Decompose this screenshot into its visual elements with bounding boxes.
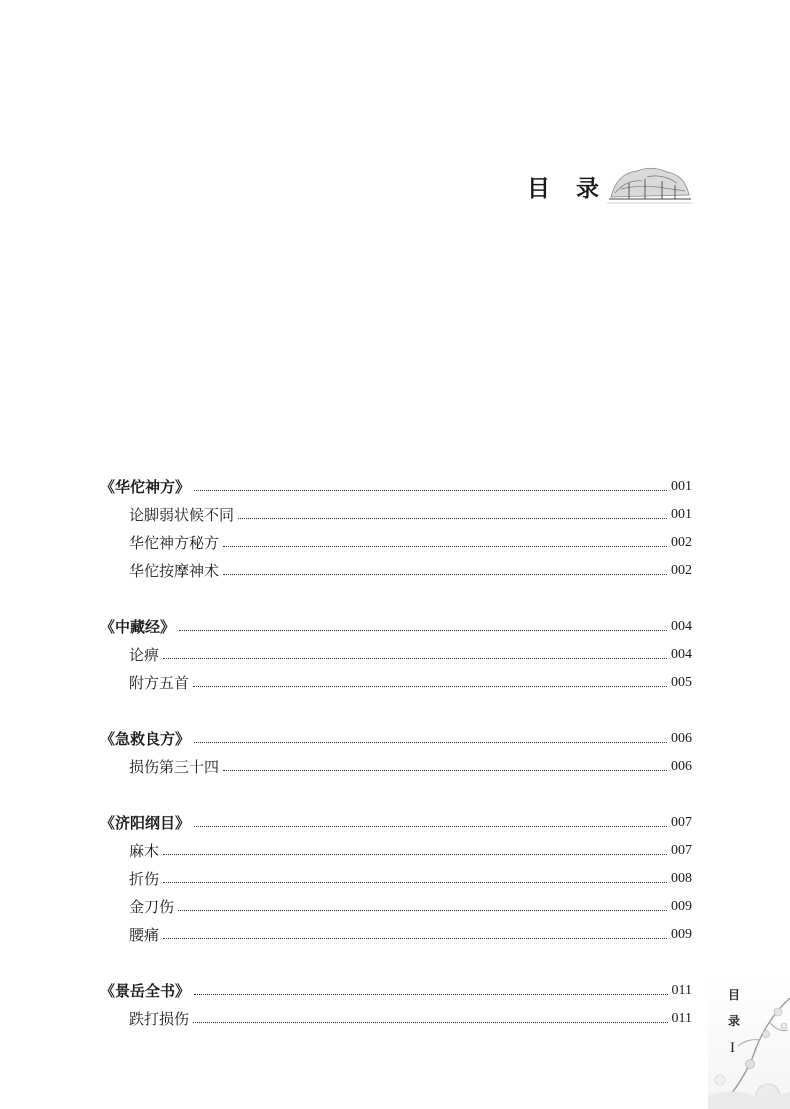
leader-dots — [194, 994, 668, 995]
toc-entry[interactable] — [100, 1002, 692, 1030]
title-char-2: 录 — [576, 176, 599, 202]
table-of-contents — [100, 470, 692, 1058]
toc-page-number: 004 — [671, 647, 692, 662]
toc-entry[interactable] — [100, 498, 692, 526]
toc-book-title: 《急救良方》 — [100, 730, 191, 748]
toc-page-number: 004 — [671, 619, 692, 634]
toc-book-title: 《中藏经》 — [100, 618, 176, 636]
toc-entry[interactable] — [100, 862, 692, 890]
toc-entry[interactable] — [100, 638, 692, 666]
leader-dots — [223, 574, 667, 575]
leader-dots — [163, 658, 667, 659]
leader-dots — [194, 742, 667, 743]
toc-entry-book[interactable] — [100, 722, 692, 750]
toc-page-number: 008 — [671, 871, 692, 886]
toc-entry[interactable] — [100, 526, 692, 554]
toc-page-number: 002 — [671, 535, 692, 550]
toc-entry-book[interactable] — [100, 470, 692, 498]
toc-page-number: 001 — [671, 479, 692, 494]
toc-page-number: 002 — [671, 563, 692, 578]
leader-dots — [223, 770, 667, 771]
leader-dots — [178, 910, 667, 911]
toc-group-jingyuequanshu — [100, 974, 692, 1030]
toc-page-number: 005 — [671, 675, 692, 690]
toc-page-number: 006 — [671, 759, 692, 774]
leader-dots — [223, 546, 667, 547]
toc-page-number: 006 — [671, 731, 692, 746]
title-decoration-illustration — [607, 163, 693, 205]
toc-entry-label: 跌打损伤 — [129, 1010, 190, 1028]
toc-entry-label: 论脚弱状候不同 — [129, 506, 235, 524]
toc-book-title: 《景岳全书》 — [100, 982, 191, 1000]
toc-group-zhongzangjing — [100, 610, 692, 694]
toc-page-number: 009 — [671, 899, 692, 914]
leader-dots — [179, 630, 667, 631]
toc-page-number: 011 — [671, 1011, 692, 1026]
toc-page-number: 001 — [671, 507, 692, 522]
leader-dots — [194, 826, 667, 827]
toc-entry-book[interactable] — [100, 610, 692, 638]
toc-entry-book[interactable] — [100, 974, 692, 1002]
toc-page-number: 009 — [671, 927, 692, 942]
side-running-tab — [708, 978, 790, 1109]
leader-dots — [194, 490, 667, 491]
toc-entry-label: 论痹 — [129, 646, 160, 664]
side-tab-char-1: 目 — [728, 988, 741, 1002]
toc-entry-label: 金刀伤 — [129, 898, 175, 916]
toc-entry[interactable] — [100, 750, 692, 778]
toc-entry-label: 附方五首 — [129, 674, 190, 692]
toc-page-number: 007 — [671, 843, 692, 858]
title-char-1: 目 — [527, 176, 550, 202]
toc-page-number: 011 — [671, 983, 692, 998]
toc-entry[interactable] — [100, 554, 692, 582]
leader-dots — [193, 686, 667, 687]
toc-entry[interactable] — [100, 918, 692, 946]
toc-group-huatuo — [100, 470, 692, 582]
side-tab-page-number: I — [730, 1040, 735, 1056]
toc-page-number: 007 — [671, 815, 692, 830]
leader-dots — [163, 938, 667, 939]
toc-entry-label: 折伤 — [129, 870, 160, 888]
toc-entry-label: 华佗按摩神术 — [129, 562, 220, 580]
leader-dots — [163, 854, 667, 855]
toc-book-title: 《济阳纲目》 — [100, 814, 191, 832]
toc-entry-label: 华佗神方秘方 — [129, 534, 220, 552]
toc-entry[interactable] — [100, 666, 692, 694]
leader-dots — [163, 882, 667, 883]
plum-blossom-illustration — [708, 978, 790, 1109]
toc-entry[interactable] — [100, 834, 692, 862]
leader-dots — [238, 518, 667, 519]
toc-entry-label: 麻木 — [129, 842, 160, 860]
leader-dots — [193, 1022, 668, 1023]
toc-group-jiyanggangmu — [100, 806, 692, 946]
side-tab-char-2: 录 — [728, 1014, 741, 1028]
toc-entry-label: 损伤第三十四 — [129, 758, 220, 776]
toc-group-jijiuliangfang — [100, 722, 692, 778]
toc-entry[interactable] — [100, 890, 692, 918]
toc-entry-book[interactable] — [100, 806, 692, 834]
toc-book-title: 《华佗神方》 — [100, 478, 191, 496]
page-title — [527, 170, 599, 203]
toc-entry-label: 腰痛 — [129, 926, 160, 944]
